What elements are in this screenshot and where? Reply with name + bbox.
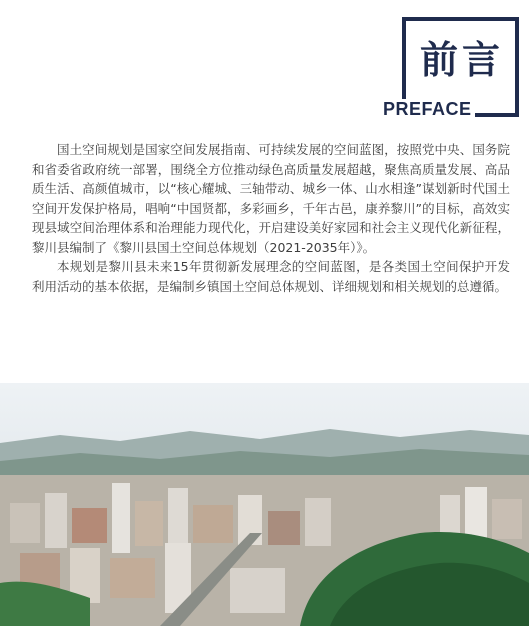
page-title: 前言 [419,38,504,82]
preface-body [32,140,510,296]
paragraph-2: 本规划是黎川县未来15年贯彻新发展理念的空间蓝图，是各类国土空间保护开发利用活动的基本依据，是编制乡镇国土空间总体规划、详细规划和相关规划的总遵循。 [32,259,510,294]
preface-label: PREFACE [381,99,475,120]
city-aerial-illustration [0,383,529,626]
city-aerial-photo [0,383,529,626]
frame-divider [474,113,519,117]
paragraph-1: 国土空间规划是国家空间发展指南、可持续发展的空间蓝图，按照党中央、国务院和省委省政府统一部署，围绕全方位推动绿色高质量发展超越，聚焦高质量发展、高品质生活、高颜值城市，以“核心耀城、三轴带动、城乡一体、山水相逢”谋划新时代国土空间开发保护格局，唱响“中国贤都，多彩画乡，千年古邑，康养黎川”的目标，高效实现县域空间治理体系和治理能力现代化，开启建设美好家园和社会主义现代化新征程，黎川县编制了《黎川县国土空间总体规划（2021-2035年）》。 [32,142,510,255]
